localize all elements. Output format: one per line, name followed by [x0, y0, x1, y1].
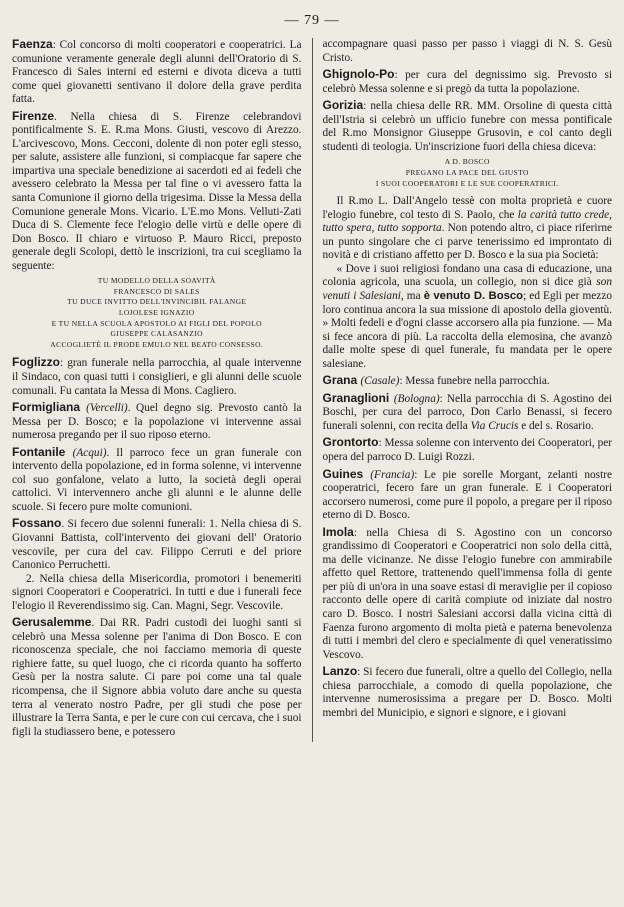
- inscription-gorizia: A D. BOSCO PREGANO LA PACE DEL GIUSTO I SUOI COOPERATORI E LE SUE COOPERATRICI.: [375, 157, 559, 188]
- page-number: — 79 —: [284, 13, 340, 28]
- paragraph-dallangelo: Il R.mo L. Dall'Angelo tessè con molta proprietà e cuore l'elogio funebre, col testo di S. Paolo, che la carità tutto crede, tutto spera, tutto sopporta. Non potendo altro, ci piace riferirne un punto singolare che ci parve tenerissimo ed improntato di novità e di cristiano affetto per D. Bosco e la sua pia Società:: [322, 195, 613, 262]
- entry-heading: Ghignolo-Po: [322, 67, 395, 82]
- left-column: [12, 38, 313, 742]
- entry-grontorto: Grontorto: Messa solenne con intervento dei Cooperatori, per opera del parroco D. Luigi Rozzi.: [322, 435, 612, 463]
- entry-fossano-second: 2. Nella chiesa della Misericordia, promotori i benemeriti signori Cooperatori e Cooperatrici. In tutti e due i funerali fece l'elogio il Reverendissimo sig. Can. Magni, Segr. Vescovile.: [12, 572, 302, 612]
- entry-heading: Grontorto: [322, 435, 379, 450]
- entry-faenza: Faenza: Col concorso di molti cooperatori e cooperatrici. La comunione veramente generale degli alunni dell'Oratorio di S. Francesco di Sales interni ed esterni e divota diceva a tutti come quei giovanetti sentivano il dolore della grave perdita fatta.: [12, 37, 302, 106]
- entry-granaglioni: Granaglioni (Bologna): Nella parrocchia di S. Agostino dei Boschi, per cura del parroco, Don Carlo Benassi, si fecero funerali solenni, con recita della Via Crucis e del s. Rosario.: [322, 390, 612, 432]
- entry-formigliana: Formigliana (Vercelli). Quel degno sig. Prevosto cantò la Messa per D. Bosco; e la popolazione vi intervenne assai numerosa pregando per il suo riposo eterno.: [12, 400, 302, 442]
- two-column-body: [12, 38, 612, 742]
- entry-heading: Fossano: [12, 516, 62, 531]
- entry-heading: Grana (Casale): [322, 373, 400, 388]
- entry-grana: Grana (Casale): Messa funebre nella parrocchia.: [322, 373, 550, 388]
- entry-heading: Faenza: [12, 37, 53, 51]
- entry-heading: Formigliana (Vercelli): [12, 400, 128, 415]
- entry-heading: Firenze: [12, 108, 55, 123]
- paragraph-quote: « Dove i suoi religiosi fondano una casa di educazione, una colonia agricola, una scuola, un collegio, non si dice già son venuti i Salesiani, ma è venuto D. Bosco; ed Egli per mezzo loro continua ancora la sua missione di apostolo della gioventù. » Molti fedeli e d'ogni classe accorsero alla pia funzione. — Ma si fece ancora di più. La raccolta della elemosina, che avanzò dalle molte spese di quel funerale, fu mandata per le opere salesiane.: [322, 262, 612, 370]
- entry-foglizzo: Foglizzo: gran funerale nella parrocchia, al quale intervenne il Sindaco, con quasi tutti i consiglieri, e gli alunni delle scuole comunali. Fu cantata la Messa di Mons. Cagliero.: [12, 355, 302, 397]
- inscription-firenze: TU MODELLO DELLA SOAVITÀ FRANCESCO DI SALES TU DUCE INVITTO DELL'INVINCIBIL FALANGE LOJOLESE IGNAZIO E TU NELLA SCUOLA APOSTOLO AI FIGLI DEL POPOLO GIUSEPPE CALASANZIO ACCOGLIETÈ IL PRODE EMULO NEL BEATO CONSESSO.: [50, 276, 264, 349]
- entry-heading: Foglizzo: [12, 355, 60, 370]
- entry-heading: Gerusalemme: [12, 615, 92, 630]
- entry-heading: Guines (Francia): [322, 466, 415, 481]
- entry-ghignolo-po: Ghignolo-Po: per cura del degnissimo sig. Prevosto si celebrò Messa solenne e si pregò da tutta la popolazione.: [322, 67, 612, 95]
- entry-gerusalemme: Gerusalemme. Dai RR. Padri custodi dei luoghi santi si celebrò una Messa solenne per l'anima di Don Bosco. E con riconoscenza speciale, che noi facciamo memoria di queste righiere fatte, su quel luogo, che ci ricorda quanto ha sofferto Gesù per la nostra salute. Ci pare poi come una tal quale ricompensa, che il Signore abbia voluto dare anche su questa terra al venerato nostro Padre, per gli studi che pose per illustrare la Terra Santa, e per le cure con cui cercava, che i suoi figli la studiassero bene, e potessero: [12, 615, 302, 738]
- entry-heading: Granaglioni (Bologna): [322, 390, 440, 405]
- entry-lanzo: Lanzo: Si fecero due funerali, oltre a quello del Collegio, nella chiesa parrocchiale, a comodo di quella popolazione, che intervenne numerosissima a pregare per D. Bosco. Molti membri del Municipio, e signori e signore, e i giovani: [322, 664, 612, 719]
- right-column: [313, 38, 613, 742]
- entry-heading: Fontanile (Acqui): [12, 444, 107, 459]
- entry-heading: Imola: [322, 524, 354, 539]
- entry-fontanile: Fontanile (Acqui). Il parroco fece un gran funerale con intervento della popolazione, ed in forma solenne, vi intervenne col suo gonfalone, velato a lutto, la società degli operai cattolici. Vi intervennero anche gli alunni e le alunne delle scuole. Si fecero pure molte comunioni.: [12, 444, 302, 513]
- entry-heading: Gorizia: [322, 98, 364, 113]
- entry-firenze: Firenze. Nella chiesa di S. Firenze celebrandovi pontificalmente S. E. R.ma Mons. Giusti, vescovo di Arezzo. L'arcivescovo, Mons. Cecconi, dolente di non poter egli stesso, per salute, assistere alle funzioni, si compiacque far sapere che impartiva una speciale benedizione ai sacerdoti ed ai fedeli che avessero celebrato la Messa per tal fine o vi avessero fatta la santa Comunione il giorno della trigesima. Disse la Messa della Comunione generale Mons. Vicario. L'E.mo Mons. Velluti-Zati Duca di S. Clemente fece l'elogio delle virtù e delle opere di Don Bosco. Il chiaro e virtuoso P. Mauro Ricci, preposto generale degli Scolopi, dettò le inscrizioni, tra cui scegliamo la seguente:: [12, 108, 302, 272]
- entry-gorizia: Gorizia: nella chiesa delle RR. MM. Orsoline di questa città dell'Istria si celebrò un ufficio funebre con messa pontificale del R.mo Monsignor Giuseppe Grusovin, e col canto degli studenti di teologia. Un'inscrizione fuori della chiesa diceva:: [322, 98, 612, 153]
- entry-guines: Guines (Francia): Le pie sorelle Morgant, zelanti nostre cooperatrici, fecero fare un gran funerale. E i Cooperatori accorsero numerosi, come pure il popolo, a pregare per il riposo eterno di D. Bosco.: [322, 466, 612, 522]
- entry-fossano: Fossano. Si fecero due solenni funerali: 1. Nella chiesa di S. Giovanni Battista, coll'intervento dei giovani dell' Oratorio vescovile, per cura del cav. Filippo Cerruti e del priore Canonico Perruchetti.: [12, 516, 302, 572]
- entry-heading: Lanzo: [322, 664, 358, 679]
- entry-imola: Imola: nella Chiesa di S. Agostino con un concorso grandissimo di Cooperatori e Cooperatrici non solo della città, ma delle vicinanze. Ne disse l'elogio funebre con ammirabile affetto quel Rettore, trattenendo quell'immensa folla di gente per più di un'ora in una soave estasi di meraviglie per il copioso racconto delle opere di carità compiute od iniziate dal nostro caro D. Bosco. I nostri Salesiani accorsi dalla vicina città di Faenza furono argomento di molta pietà e paterna benevolenza di tutti i membri del clero e specialmente di quel veneratissimo Vescovo.: [322, 524, 612, 661]
- entry-gerusalemme-continued: accompagnare quasi passo per passo i viaggi di N. S. Gesù Cristo.: [322, 38, 612, 64]
